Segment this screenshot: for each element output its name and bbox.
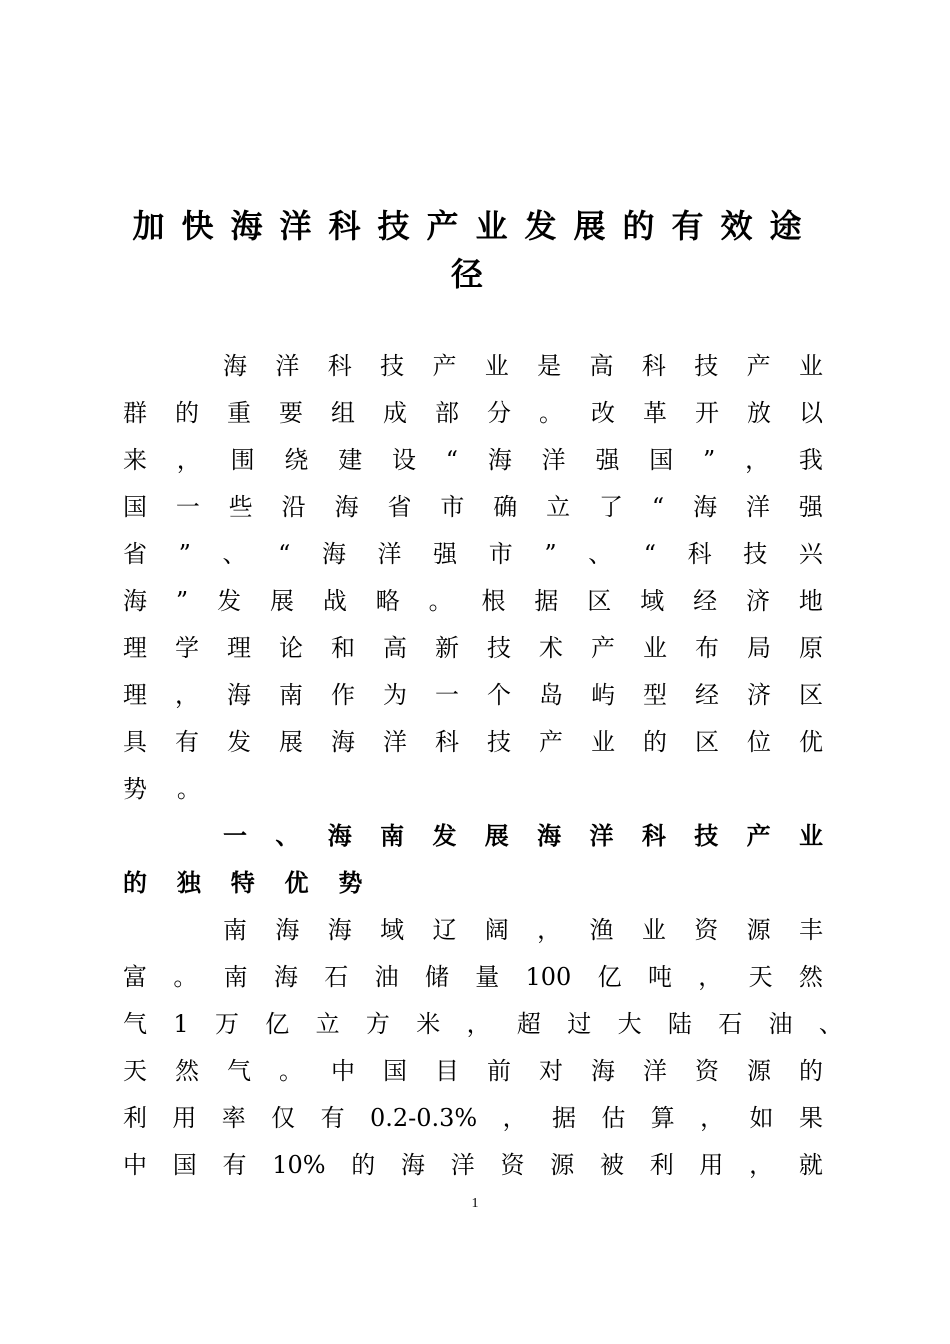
title-line-1: 加快海洋科技产业发展的有效途: [132, 207, 819, 245]
paragraph-2-line: 利 用 率 仅 有 0.2-0.3% ， 据 估 算 ， 如 果: [123, 1104, 823, 1132]
paragraph-1-line: 理 学 理 论 和 高 新 技 术 产 业 布 局 原: [123, 634, 823, 662]
paragraph-1-line: 省 ” 、 “ 海 洋 强 市 ” 、 “ 科 技 兴: [123, 540, 823, 568]
paragraph-2-line: 天 然 气 。 中 国 目 前 对 海 洋 资 源 的: [123, 1057, 823, 1085]
paragraph-1-line: 具 有 发 展 海 洋 科 技 产 业 的 区 位 优: [123, 728, 823, 756]
document-title: [123, 202, 828, 298]
paragraph-2-line: 气 1 万 亿 立 方 米 ， 超 过 大 陆 石 油 、: [123, 1010, 843, 1038]
paragraph-1-line: 来 ， 围 绕 建 设 “ 海 洋 强 国 ” ， 我: [123, 446, 823, 474]
paragraph-1-line: 理 ， 海 南 作 为 一 个 岛 屿 型 经 济 区: [123, 681, 823, 709]
title-line-2: 径: [450, 255, 500, 293]
paragraph-2-line: 富 。 南 海 石 油 储 量 100 亿 吨 ， 天 然: [123, 963, 823, 991]
paragraph-2-line: 南 海 海 域 辽 阔 ， 渔 业 资 源 丰: [223, 916, 823, 944]
paragraph-1-line: 海 ” 发 展 战 略 。 根 据 区 域 经 济 地: [123, 587, 823, 615]
paragraph-1-line: 海 洋 科 技 产 业 是 高 科 技 产 业: [223, 352, 823, 380]
paragraph-1-line: 国 一 些 沿 海 省 市 确 立 了 “ 海 洋 强: [123, 493, 823, 521]
paragraph-1-line: 势 。: [123, 775, 201, 803]
page-number: 1: [471, 1196, 479, 1211]
section-heading-line: 的 独 特 优 势: [123, 869, 363, 897]
paragraph-1-line: 群 的 重 要 组 成 部 分 。 改 革 开 放 以: [123, 399, 823, 427]
section-heading-line: 一 、 海 南 发 展 海 洋 科 技 产 业: [223, 822, 823, 850]
paragraph-2-line: 中 国 有 10% 的 海 洋 资 源 被 利 用 ， 就: [123, 1151, 823, 1179]
